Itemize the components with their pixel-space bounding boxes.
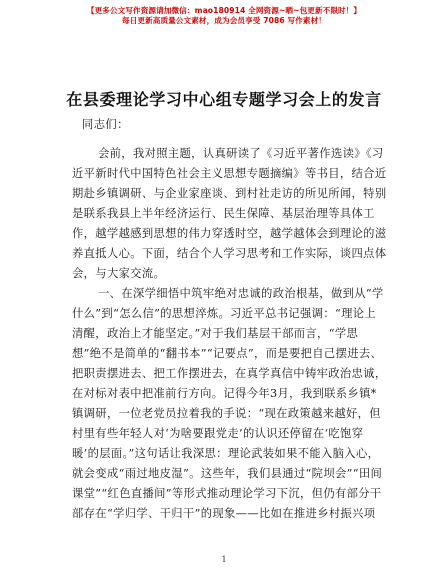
body-line: 就会变成“雨过地皮湿”。这些年，我们县通过“院坝会”“田间 — [72, 467, 383, 480]
body-line: 期赴乡镇调研、与企业家座谈、到村社走访的所见所闻，特别 — [72, 187, 387, 200]
body-line: 在对标对表中把准前行方向。记得今年3月，我到联系乡镇* — [72, 387, 377, 400]
body-line: 村里有些年轻人对‘为啥要跟党走’的认识还停留在‘吃饱穿 — [72, 427, 364, 440]
body-line: 清醒，政治上才能坚定。”对于我们基层干部而言，“学思 — [72, 327, 359, 340]
body-line: 一、在深学细悟中筑牢绝对忠诚的政治根基，做到从“学 — [98, 287, 384, 300]
promo-line-2: 每日更新高质量公文素材，成为会员享受 7086 写作素材！ — [122, 16, 326, 25]
page-number: 1 — [221, 555, 227, 564]
body-line: 是联系我县上半年经济运行、民生保障、基层治理等具体工 — [72, 207, 375, 220]
body-line: 会，与大家交流。 — [72, 267, 166, 280]
body-line: 镇调研，一位老党员拉着我的手说：“现在政策越来越好，但 — [72, 407, 381, 420]
promo-line-1: 【更多公文写作资源请加微信：mao180914 全网资源~晒~包更新不限时！】 — [86, 6, 362, 15]
body-line: 部存在“学归学、干归干”的现象——比如在推进乡村振兴项 — [72, 507, 376, 520]
body-line: 暖’的层面。”这句话让我深思：理论武装如果不能入脑入心， — [72, 447, 380, 460]
body-line: 把职责摆进去、把工作摆进去，在真学真信中铸牢政治忠诚， — [72, 367, 387, 380]
body-line: 会前，我对照主题，认真研读了《习近平著作选读》《习 — [98, 147, 384, 160]
greeting: 同志们： — [82, 118, 129, 131]
document-title: 在县委理论学习中心组专题学习会上的发言 — [66, 90, 382, 109]
body-line: 什么”到“怎么信”的思想淬炼。习近平总书记强调：“理论上 — [72, 307, 377, 320]
promo-header — [0, 6, 448, 26]
body-line: 想”绝不是简单的“翻书本”“记要点”，而是要把自己摆进去、 — [72, 347, 383, 360]
body-line: 近平新时代中国特色社会主义思想专题摘编》等书目，结合近 — [72, 167, 387, 180]
body-line: 课堂”“红色直播间”等形式推动理论学习下沉，但仍有部分干 — [72, 487, 382, 500]
body-line: 作，越学越感到思想的伟力穿透时空，越学越体会到理论的滋 — [72, 227, 387, 240]
body-line: 养直抵人心。下面，结合个人学习思考和工作实际，谈四点体 — [72, 247, 387, 260]
